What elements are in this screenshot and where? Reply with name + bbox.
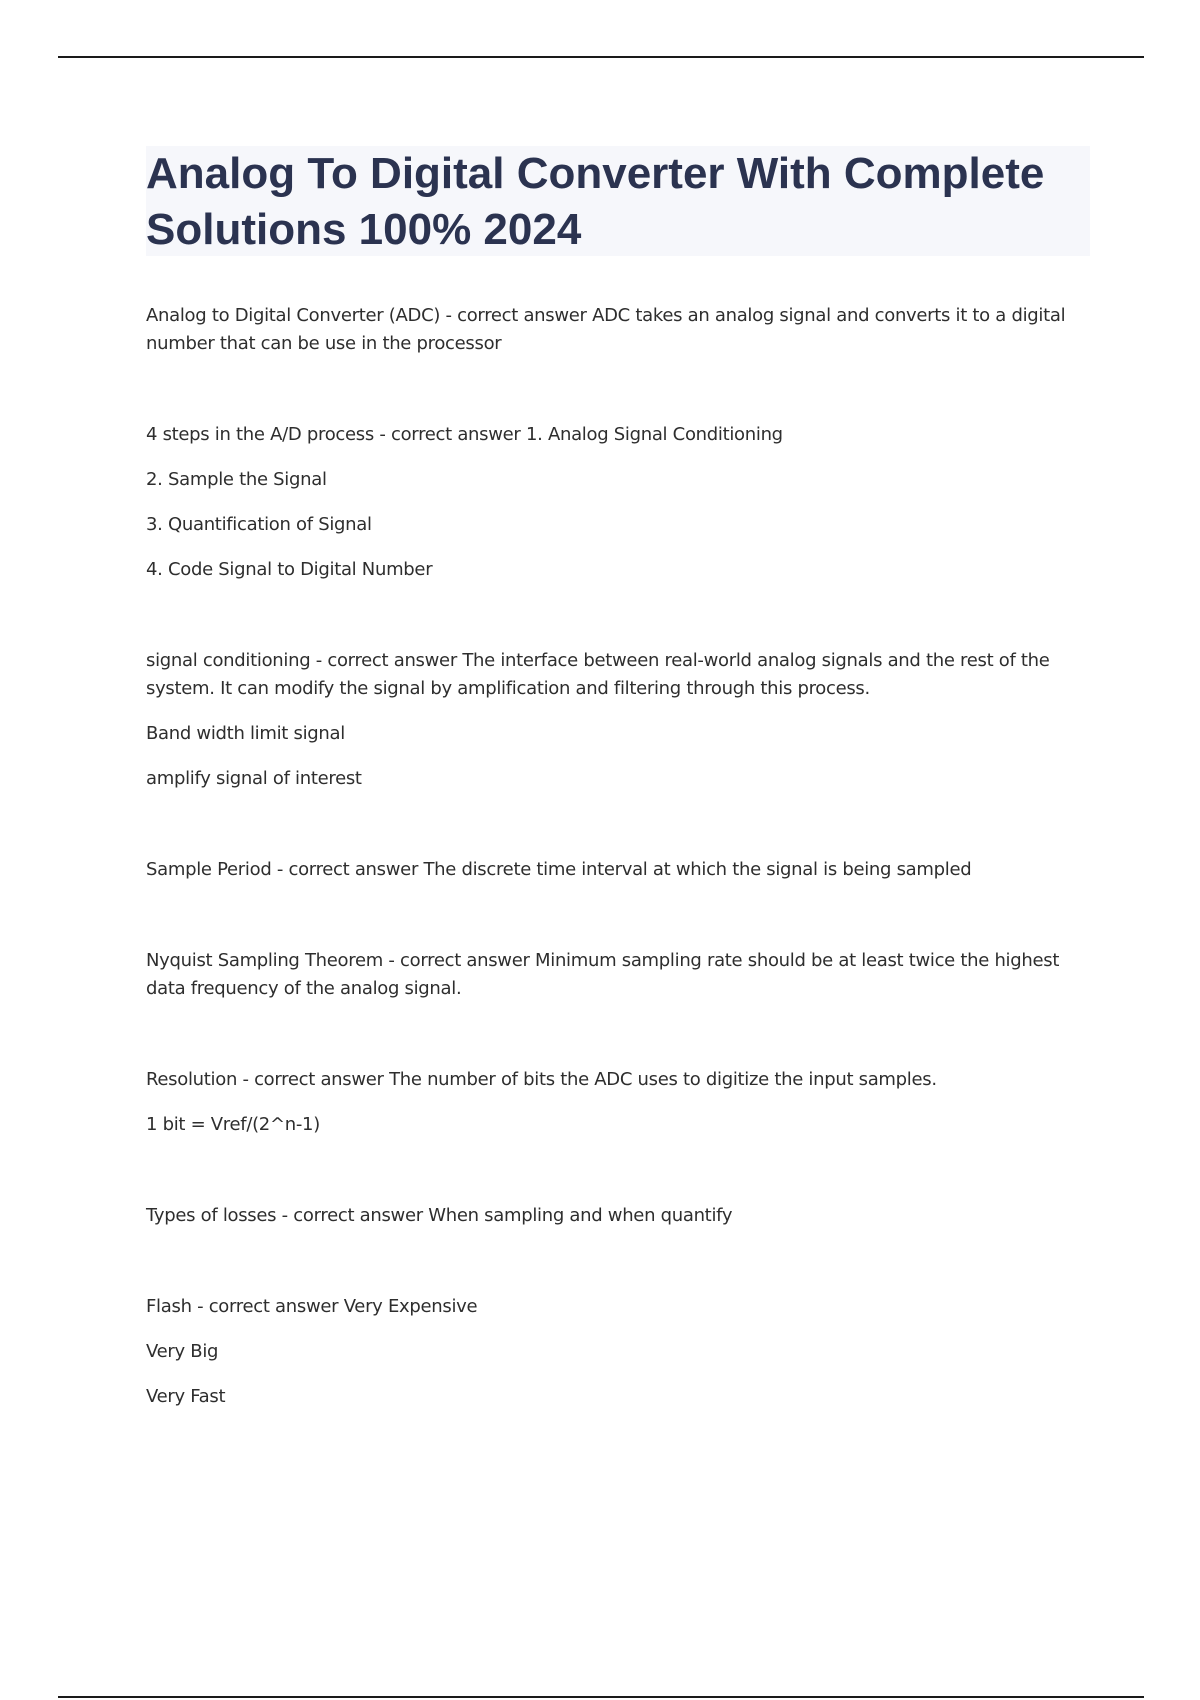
qa-block-resolution [146,1066,1086,1139]
qa-line: Analog to Digital Converter (ADC) - correct answer ADC takes an analog signal and converts it to a digital number that can be use in the processor [146,305,1066,354]
qa-line: Sample Period - correct answer The discrete time interval at which the signal is being sampled [146,859,972,880]
qa-line: Resolution - correct answer The number of bits the ADC uses to digitize the input samples. [146,1069,937,1090]
qa-line: Very Fast [146,1386,226,1407]
qa-line: Nyquist Sampling Theorem - correct answer Minimum sampling rate should be at least twice the highest data frequency of the analog signal. [146,950,1060,999]
qa-line: 2. Sample the Signal [146,469,327,490]
qa-line: signal conditioning - correct answer The interface between real-world analog signals and the rest of the system. It can modify the signal by amplification and filtering through this process. [146,650,1050,699]
qa-line: 4. Code Signal to Digital Number [146,559,433,580]
bottom-rule [58,1696,1144,1698]
qa-line: Flash - correct answer Very Expensive [146,1296,478,1317]
qa-block-nyquist [146,947,1086,1003]
page-title: Analog To Digital Converter With Complete Solutions 100% 2024 [146,149,1045,254]
top-rule [58,56,1144,58]
qa-block-ad-steps [146,421,1086,584]
qa-line: Very Big [146,1341,219,1362]
qa-block-losses [146,1202,1086,1230]
qa-line: amplify signal of interest [146,768,362,789]
qa-line: 4 steps in the A/D process - correct answer 1. Analog Signal Conditioning [146,424,783,445]
qa-line: 1 bit = Vref/(2^n-1) [146,1114,320,1135]
qa-block-adc [146,302,1086,358]
qa-line: 3. Quantification of Signal [146,514,372,535]
qa-block-sample-period [146,856,1086,884]
qa-line: Types of losses - correct answer When sampling and when quantify [146,1205,733,1226]
qa-block-flash [146,1293,1086,1411]
qa-line: Band width limit signal [146,723,345,744]
document-body [146,302,1086,1411]
qa-block-signal-conditioning [146,647,1086,793]
